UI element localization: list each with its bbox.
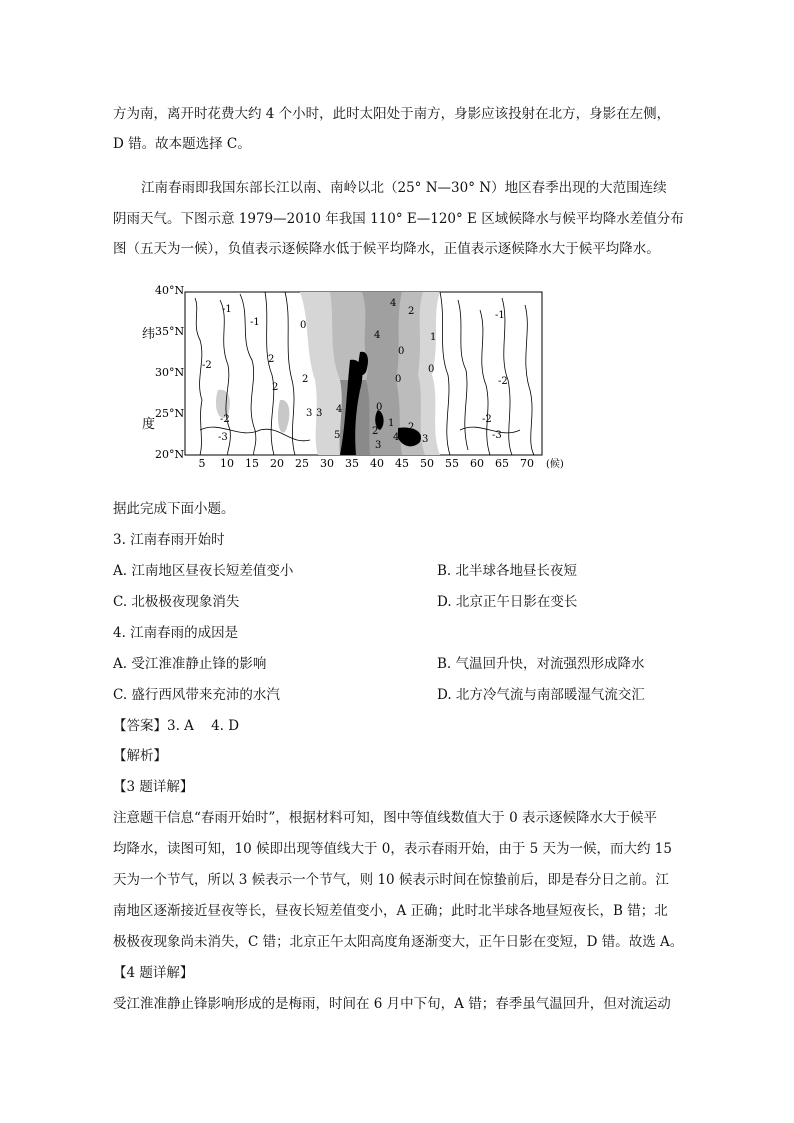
contour-label: -2	[202, 360, 212, 371]
text-line: 天为一个节气，所以 3 候表示一个节气，则 10 候表示时间在惊蛰前后，即是春分日之前。江	[113, 872, 669, 888]
text-line: 方为南，离开时花费大约 4 个小时，此时太阳处于南方，身影应该投射在北方，身影在左侧，	[113, 106, 671, 122]
contour-label: 4	[374, 330, 381, 341]
x-tick: 50	[420, 457, 434, 470]
x-tick: 65	[495, 457, 509, 470]
y-axis-label-top: 纬	[142, 327, 156, 342]
y-tick: 30°N	[155, 366, 185, 379]
y-tick: 20°N	[155, 448, 185, 461]
x-axis-unit: (候)	[546, 459, 564, 470]
text-line: 江南春雨即我国东部长江以南、南岭以北（25° N—30° N）地区春季出现的大范围连续	[141, 180, 667, 196]
plot-area	[185, 292, 542, 455]
q3-detail-heading: 【3 题详解】	[113, 779, 194, 795]
y-tick: 40°N	[155, 284, 185, 297]
contour-label: 2	[408, 422, 415, 433]
text-line: 南地区逐渐接近昼夜等长，昼夜长短差值变小，A 正确；此时北半球各地昼短夜长，B 错；北	[113, 903, 668, 919]
contour-label: -3	[218, 432, 228, 443]
x-tick: 15	[245, 457, 259, 470]
text-line: 图（五天为一候），负值表示逐候降水低于候平均降水，正值表示逐候降水大于候平均降水。	[113, 241, 660, 257]
answer-line: 【答案】3. A 4. D	[113, 718, 240, 734]
contour-label: 4	[390, 298, 397, 309]
contour-label: 2	[272, 382, 279, 393]
contour-label: -2	[482, 414, 492, 425]
x-tick: 60	[470, 457, 484, 470]
contour-label: 0	[376, 402, 383, 413]
x-tick: 30	[320, 457, 334, 470]
x-tick: 5	[198, 457, 206, 470]
option-3d: D. 北京正午日影在变长	[437, 594, 578, 610]
x-tick: 45	[395, 457, 409, 470]
contour-label: 3	[306, 408, 313, 419]
text-line: D 错。故本题选择 C。	[113, 136, 251, 152]
contour-label: -2	[498, 376, 508, 387]
contour-label: 2	[302, 374, 309, 385]
contour-label: 4	[336, 404, 343, 415]
text-line: 阴雨天气。下图示意 1979—2010 年我国 110° E—120° E 区域候降水与候平均降水差值分布	[113, 211, 684, 227]
contour-label: 0	[398, 346, 405, 357]
question-3-stem: 3. 江南春雨开始时	[113, 532, 225, 548]
option-4c: C. 盛行西风带来充沛的水汽	[113, 687, 280, 703]
contour-label: 1	[430, 332, 437, 343]
contour-label: 0	[300, 320, 307, 331]
text-line: 注意题干信息“春雨开始时”，根据材料可知，图中等值线数值大于 0 表示逐候降水大于候平	[113, 810, 657, 826]
y-tick: 35°N	[155, 325, 185, 338]
precipitation-contour-figure	[140, 280, 580, 470]
contour-label: 5	[334, 430, 341, 441]
text-line: 据此完成下面小题。	[113, 501, 235, 517]
x-tick: 25	[295, 457, 309, 470]
x-tick: 70	[520, 457, 534, 470]
text-line: 均降水，读图可知，10 候即出现等值线大于 0，表示春雨开始，由于 5 天为一候，而大约 15	[113, 841, 672, 857]
contour-label: -1	[250, 317, 260, 328]
contour-label: 0	[428, 364, 435, 375]
q4-detail-heading: 【4 题详解】	[113, 965, 194, 981]
contour-label: 2	[408, 306, 415, 317]
contour-label: -2	[220, 414, 230, 425]
contour-label: 1	[388, 418, 395, 429]
contour-label: 2	[372, 426, 379, 437]
contour-label: 3	[375, 440, 382, 451]
contour-label: 2	[268, 354, 275, 365]
contour-label: 0	[395, 374, 402, 385]
x-tick: 10	[220, 457, 234, 470]
contour-label: 3	[422, 434, 429, 445]
option-4d: D. 北方冷气流与南部暖湿气流交汇	[437, 687, 645, 703]
option-3c: C. 北极极夜现象消失	[113, 594, 240, 610]
contour-label: 4	[393, 432, 400, 443]
contour-label: 3	[316, 408, 323, 419]
text-line: 极极夜现象尚未消失，C 错；北京正午太阳高度角逐渐变大，正午日影在变短，D 错。故选 A。	[113, 934, 684, 950]
analysis-heading: 【解析】	[113, 748, 167, 764]
contour-label: -1	[495, 310, 505, 321]
question-4-stem: 4. 江南春雨的成因是	[113, 625, 239, 641]
x-tick: 20	[270, 457, 284, 470]
x-tick: 35	[345, 457, 359, 470]
option-3b: B. 北半球各地昼长夜短	[437, 563, 578, 579]
option-3a: A. 江南地区昼夜长短差值变小	[113, 563, 294, 579]
y-tick: 25°N	[155, 407, 185, 420]
text-line: 受江淮准静止锋影响形成的是梅雨，时间在 6 月中下旬，A 错；春季虽气温回升，但对流运动	[113, 996, 671, 1012]
x-tick: 40	[370, 457, 384, 470]
contour-label: -1	[222, 304, 232, 315]
option-4a: A. 受江淮准静止锋的影响	[113, 656, 267, 672]
x-tick: 55	[445, 457, 459, 470]
y-axis-label-bottom: 度	[142, 417, 156, 432]
contour-label: -3	[492, 430, 502, 441]
option-4b: B. 气温回升快，对流强烈形成降水	[437, 656, 645, 672]
